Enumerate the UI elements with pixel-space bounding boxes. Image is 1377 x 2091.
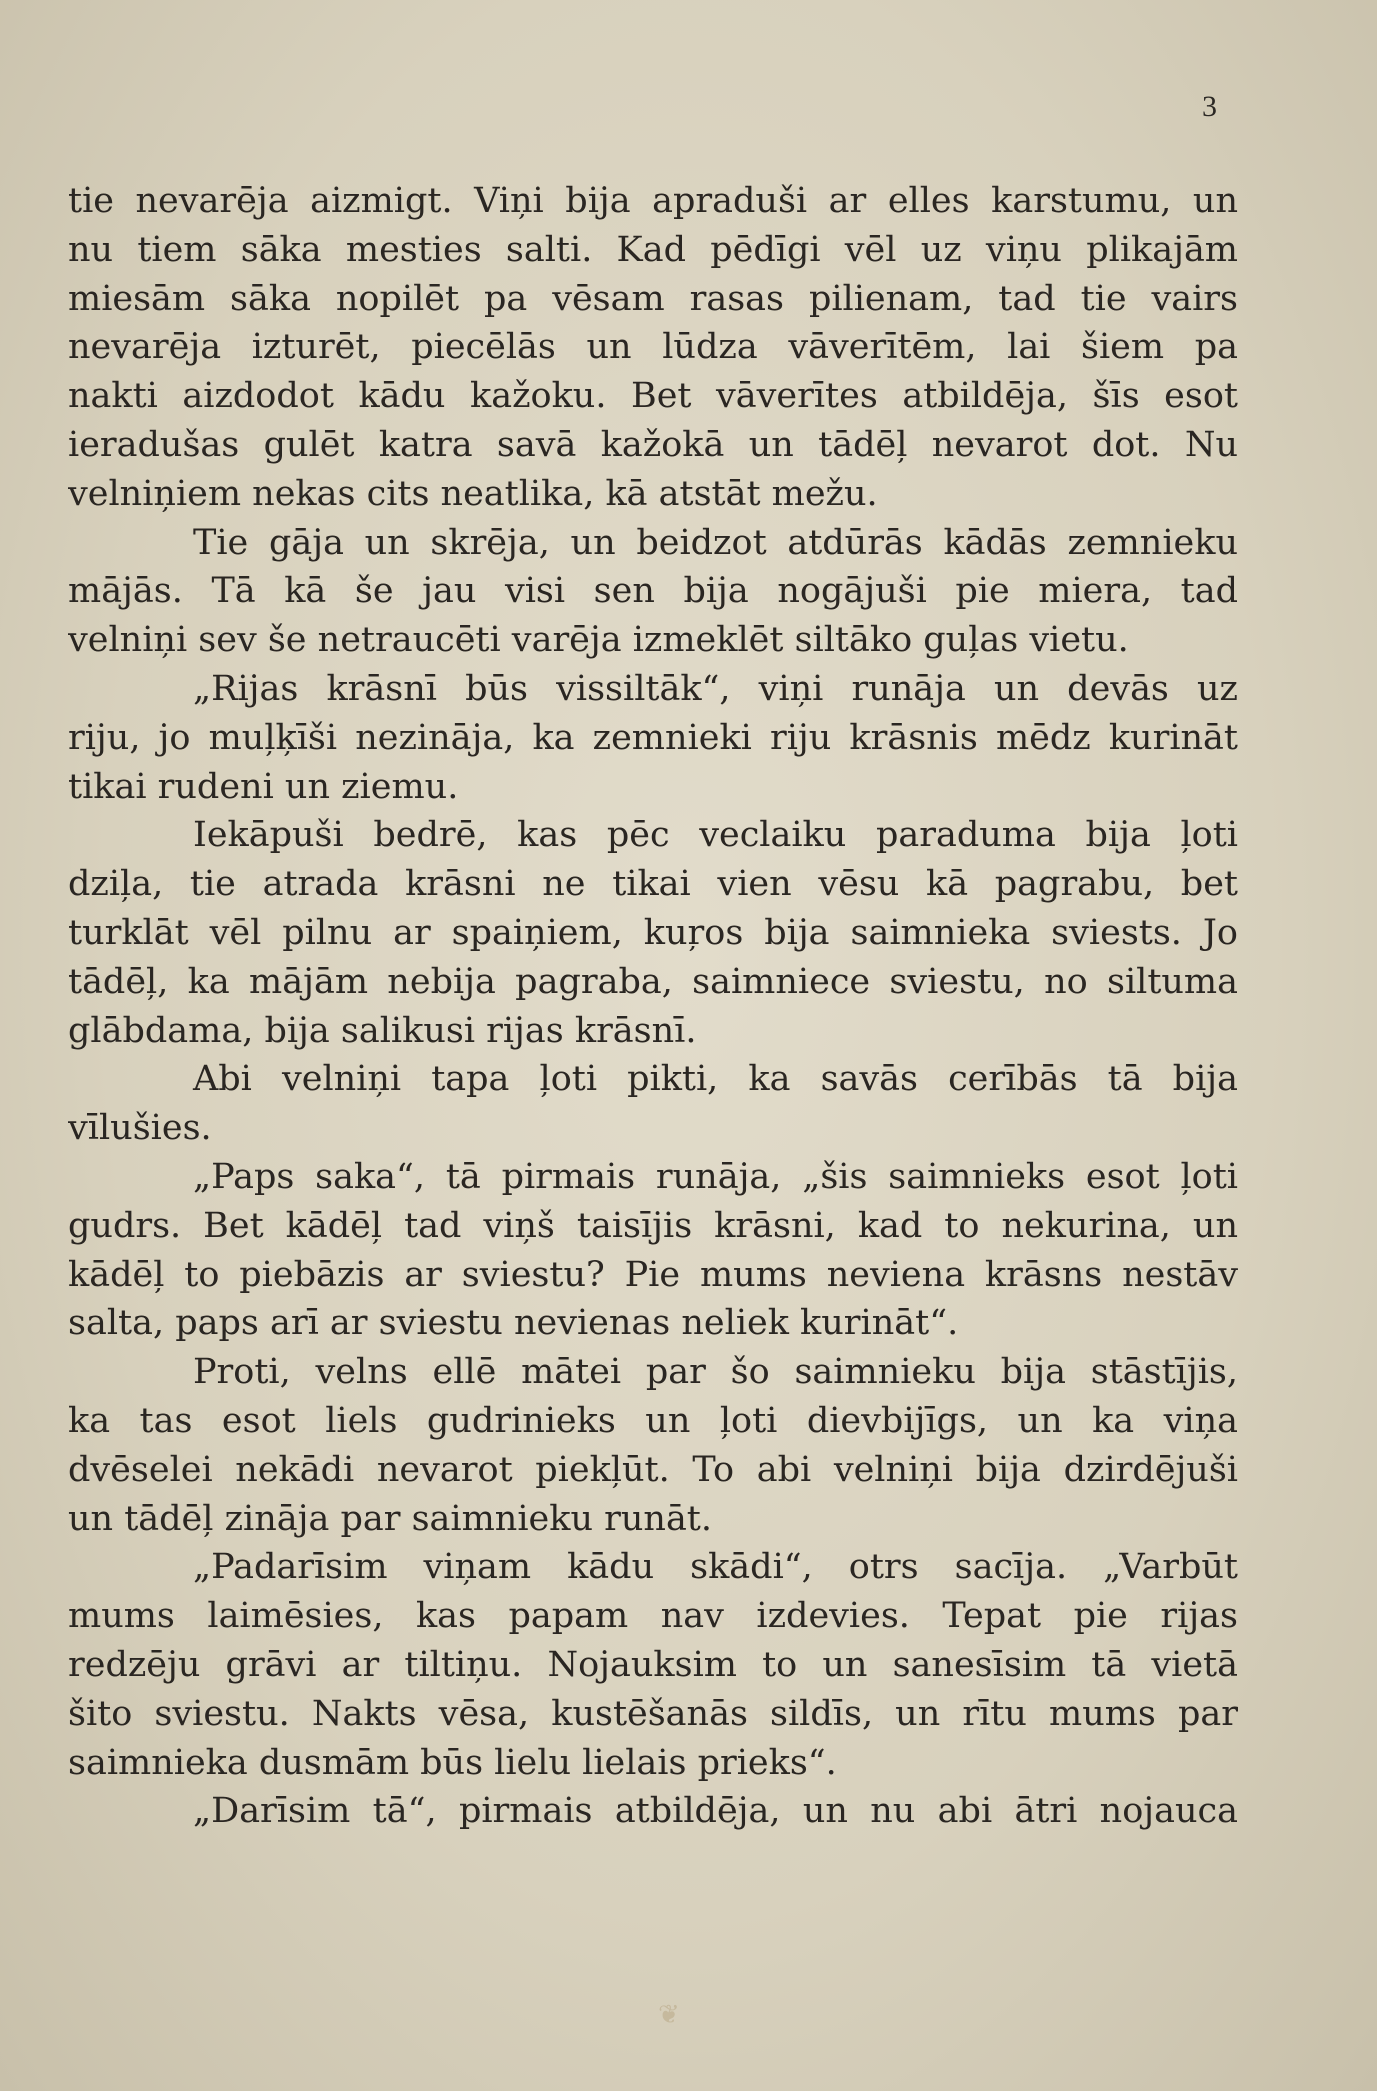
text-line: Tie gāja un skrēja, un beidzot atdūrās kādās zemnieku	[193, 522, 1238, 563]
page-number: 3	[1202, 90, 1217, 123]
text-line: kādēļ to piebāzis ar sviestu? Pie mums neviena krāsns nestāv	[68, 1254, 1238, 1295]
text-line: ka tas esot liels gudrinieks un ļoti dievbijīgs, un ka viņa	[68, 1400, 1238, 1441]
text-line: tie nevarēja aizmigt. Viņi bija apraduši ar elles karstumu, un	[68, 181, 1238, 221]
text-line: redzēju grāvi ar tiltiņu. Nojauksim to un sanesīsim tā vietā	[68, 1644, 1238, 1685]
text-line: un tādēļ zināja par saimnieku runāt.	[68, 1498, 712, 1539]
text-line: salta, paps arī ar sviestu nevienas neliek kurināt“.	[68, 1303, 959, 1344]
text-line: Abi velniņi tapa ļoti pikti, ka savās cerībās tā bija	[193, 1059, 1238, 1100]
text-line: dziļa, tie atrada krāsni ne tikai vien vēsu kā pagrabu, bet	[68, 864, 1238, 905]
text-line: ieradušas gulēt katra savā kažokā un tādēļ nevarot dot. Nu	[68, 424, 1238, 465]
text-line: Iekāpuši bedrē, kas pēc veclaiku paraduma bija ļoti	[193, 815, 1238, 856]
text-line: vīlušies.	[68, 1108, 212, 1149]
text-line: mājās. Tā kā še jau visi sen bija nogājuši pie miera, tad	[68, 571, 1238, 612]
text-line: „Padarīsim viņam kādu skādi“, otrs sacīja. „Varbūt	[193, 1547, 1238, 1588]
text-line: velniņiem nekas cits neatlika, kā atstāt mežu.	[68, 473, 878, 514]
body-text	[68, 177, 1238, 1836]
text-line: miesām sāka nopilēt pa vēsam rasas pilienam, tad tie vairs	[68, 278, 1238, 319]
text-line: nu tiem sāka mesties salti. Kad pēdīgi vēl uz viņu plikajām	[68, 229, 1238, 270]
text-line: „Darīsim tā“, pirmais atbildēja, un nu abi ātri nojauca	[193, 1791, 1238, 1832]
text-line: „Rijas krāsnī būs vissiltāk“, viņi runāja un devās uz	[193, 668, 1238, 709]
text-line: glābdama, bija salikusi rijas krāsnī.	[68, 1010, 697, 1051]
text-line: tādēļ, ka mājām nebija pagraba, saimniece sviestu, no siltuma	[68, 961, 1238, 1002]
text-line: tikai rudeni un ziemu.	[68, 766, 459, 807]
text-line: šito sviestu. Nakts vēsa, kustēšanās sildīs, un rītu mums par	[68, 1693, 1238, 1734]
text-line: mums laimēsies, kas papam nav izdevies. Tepat pie rijas	[68, 1596, 1238, 1637]
text-line: gudrs. Bet kādēļ tad viņš taisījis krāsni, kad to nekurina, un	[68, 1205, 1238, 1246]
text-line: „Paps saka“, tā pirmais runāja, „šis saimnieks esot ļoti	[193, 1156, 1238, 1197]
text-line: velniņi sev še netraucēti varēja izmeklēt siltāko guļas vietu.	[68, 620, 1129, 661]
text-line: Proti, velns ellē mātei par šo saimnieku bija stāstījis,	[193, 1352, 1238, 1393]
text-line: nakti aizdodot kādu kažoku. Bet vāverītes atbildēja, šīs esot	[68, 376, 1238, 417]
ornament-mark: ❦	[658, 2000, 680, 2030]
text-line: turklāt vēl pilnu ar spaiņiem, kuŗos bija saimnieka sviests. Jo	[68, 912, 1238, 953]
text-line: riju, jo muļķīši nezināja, ka zemnieki riju krāsnis mēdz kurināt	[68, 717, 1238, 758]
text-line: dvēselei nekādi nevarot piekļūt. To abi velniņi bija dzirdējuši	[68, 1449, 1238, 1490]
text-line: saimnieka dusmām būs lielu lielais prieks“.	[68, 1742, 837, 1783]
text-line: nevarēja izturēt, piecēlās un lūdza vāverītēm, lai šiem pa	[68, 327, 1238, 368]
